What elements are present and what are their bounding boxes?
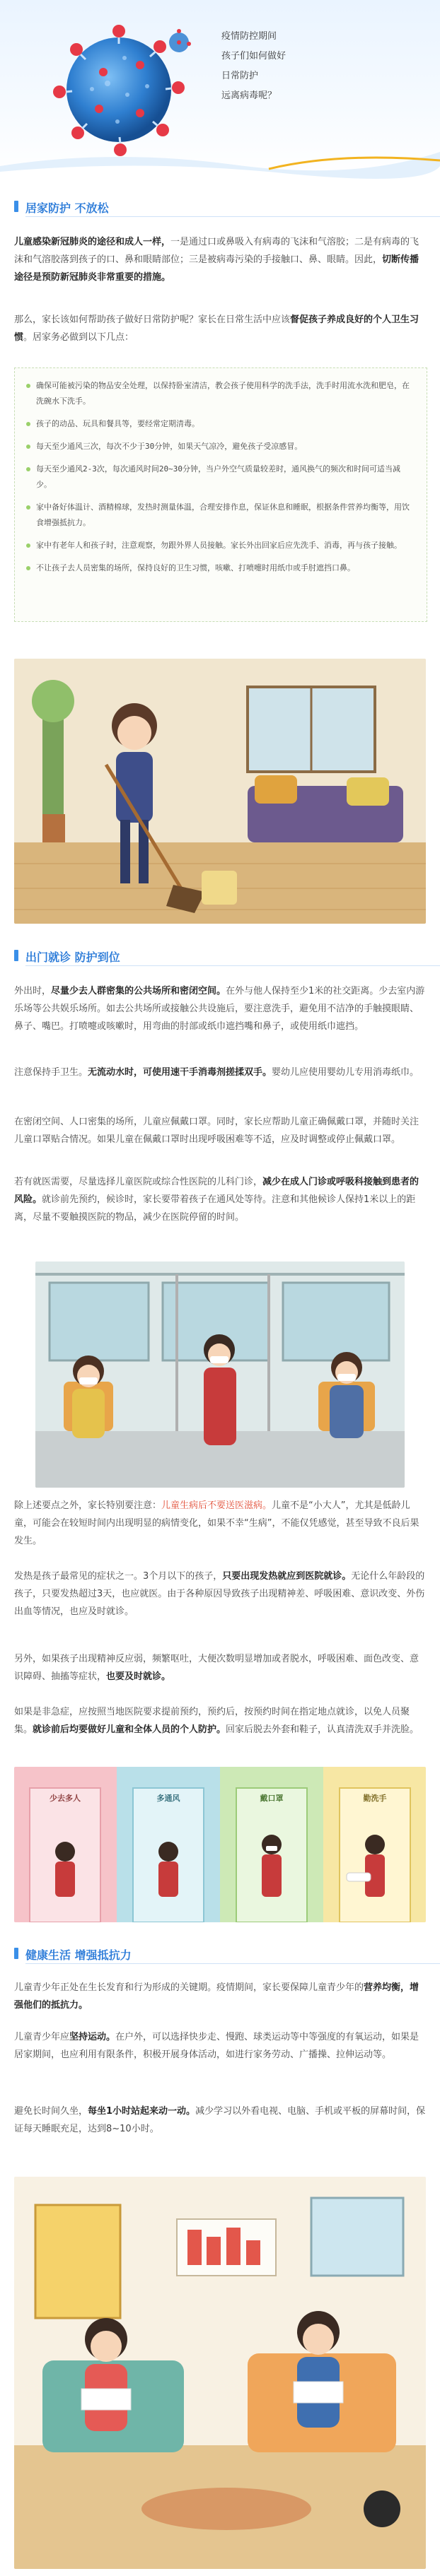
tip-item: 确保可能被污染的物品安全处理，以保持卧室清洁，教会孩子使用科学的洗手法，洗手时用流水洗和肥皂，在洗碗水下洗手。 (26, 378, 415, 409)
door-label: 多通风 (156, 1794, 180, 1803)
tips-box (14, 367, 427, 622)
illustration-four-tips (14, 1767, 426, 1922)
section-title: 健康生活 增强抵抗力 (25, 1948, 132, 1962)
illustration-girl-sweeping (14, 659, 426, 924)
paragraph: 另外，如果孩子出现精神反应弱，频繁呕吐，大便次数明显增加或者脱水，呼吸困难、面色改变、意识障碍、抽搐等症状，也要及时就诊。 (14, 1654, 419, 1682)
paragraph: 在密闭空间、人口密集的场所，儿童应佩戴口罩。同时，家长应帮助儿童正确佩戴口罩，并随时关注儿童口罩贴合情况。如果儿童在佩戴口罩时出现呼吸困难等不适，应及时调整或停止佩戴口罩。 (14, 1117, 419, 1145)
section-divider (25, 965, 440, 966)
paragraph: 注意保持手卫生。无流动水时，可使用速干手消毒剂搓揉双手。婴幼儿应使用婴幼儿专用消毒纸巾。 (14, 1067, 419, 1078)
girl-sweeping-image (14, 659, 426, 924)
hero-wave-decoration (0, 145, 440, 180)
section-marker (14, 201, 18, 212)
section-header-health (14, 1942, 432, 1963)
section-divider (25, 216, 440, 217)
kids-at-home-image (14, 2177, 426, 2569)
tip-item: 每天至少通风2-3次，每次通风时间20~30分钟，当户外空气质量较差时，通风换气的频次和时间可适当减少。 (26, 461, 415, 493)
four-tips-image (14, 1767, 426, 1922)
hero-text (221, 27, 286, 106)
section-title: 出门就诊 防护到位 (25, 951, 120, 964)
paragraph: 如果是非急症，应按照当地医院要求提前预约，预约后，按预约时间在指定地点就诊，以免人员聚集。就诊前后均要做好儿童和全体人员的个人防护。回家后脱去外套和鞋子，认真清洗双手并洗脸。 (14, 1707, 419, 1735)
hero-line: 孩子们如何做好 (221, 51, 286, 61)
tip-item: 家中有老年人和孩子时，注意观察，勿跟外界人员接触。家长外出回家后应先洗手、消毒，再与孩子接触。 (26, 538, 415, 553)
coronavirus-illustration (34, 16, 197, 164)
door-label: 少去多人 (50, 1794, 81, 1803)
paragraph: 外出时，尽量少去人群密集的公共场所和密闭空间。在外与他人保持至少1米的社交距离。少去室内游乐场等公共娱乐场所。如去公共场所或接触公共设施后，要注意洗手，避免用不洁净的手触摸眼睛、鼻子、嘴巴。打喷嚏或咳嗽时，用弯曲的肘部或纸巾遮挡嘴和鼻子，或使用纸巾遮挡。 (14, 986, 425, 1032)
section-divider (25, 1963, 440, 1964)
door-label: 勤洗手 (363, 1794, 387, 1803)
paragraph: 发热是孩子最常见的症状之一。3个月以下的孩子，只要出现发热就应到医院就诊。无论什么年龄段的孩子，只要发热超过3天，也应就医。由于各种原因导致孩子出现精神差、呼吸困难、意识改变、外伤出血等情况，也应及时就诊。 (14, 1571, 425, 1617)
section-marker (14, 950, 18, 961)
hero-line: 日常防护 (221, 71, 259, 81)
tip-item: 孩子的动品、玩具和餐具等，要经常定期清毒。 (26, 416, 415, 432)
paragraph: 儿童青少年应坚持运动。在户外，可以选择快步走、慢跑、球类运动等中等强度的有氧运动，如果是居家期间，也应利用有限条件，积极开展身体活动，如进行家务劳动、广播操、拉伸运动等。 (14, 2032, 419, 2060)
hero-line: 疫情防控期间 (221, 31, 277, 42)
section-marker (14, 1948, 18, 1959)
illustration-bus-masks (35, 1261, 405, 1488)
hero-banner (0, 0, 440, 177)
illustration-kids-home (14, 2177, 426, 2569)
paragraph: 若有就医需要，尽量选择儿童医院或综合性医院的儿科门诊，减少在成人门诊或呼吸科接触到患者的风险。就诊前先预约，候诊时，家长要带着孩子在通风处等待。注意和其他候诊人保持1米以上的距离，尽量不要触摸医院的物品，减少在医院停留的时间。 (14, 1177, 419, 1223)
bus-passengers-image (35, 1261, 405, 1488)
paragraph: 那么，家长该如何帮助孩子做好日常防护呢？家长在日常生活中应该督促孩子养成良好的个人卫生习惯。居家务必做到以下几点： (14, 314, 419, 343)
paragraph: 除上述要点之外，家长特别要注意：儿童生病后不要送医滋病。儿童不是“小大人”，尤其是低龄儿童，可能会在较短时间内出现明显的病情变化，如果不幸“生病”，不能仅凭感觉，甚至导致不良后果发生。 (14, 1500, 419, 1546)
section-header-home (14, 195, 432, 216)
paragraph: 儿童感染新冠肺炎的途径和成人一样，一是通过口或鼻吸入有病毒的飞沫和气溶胶；二是有病毒的飞沫和气溶胶落到孩子的口、鼻和眼睛部位；三是被病毒污染的手接触口、鼻、眼睛。因此，切断传播途径是预防新冠肺炎非常重要的措施。 (14, 237, 419, 283)
paragraph: 儿童青少年正处在生长发育和行为形成的关键期。疫情期间，家长要保障儿童青少年的营养均衡，增强他们的抵抗力。 (14, 1982, 419, 2011)
tip-item: 不让孩子去人员密集的场所，保持良好的卫生习惯，咳嗽、打喷嚏时用纸巾或手肘遮挡口鼻。 (26, 560, 415, 576)
hero-line: 远离病毒呢？ (221, 90, 277, 101)
section-title: 居家防护 不放松 (25, 201, 109, 215)
paragraph: 避免长时间久坐，每坐1小时站起来动一动。减少学习以外看电视、电脑、手机或平板的屏幕时间，保证每天睡眠充足，达到8~10小时。 (14, 2106, 426, 2134)
section-header-outing (14, 944, 432, 965)
tip-item: 家中备好体温计、酒精棉球，发热时测量体温，合理安排作息，保证休息和睡眠，根据条件营养均衡等，用饮食增强抵抗力。 (26, 500, 415, 531)
door-label: 戴口罩 (260, 1794, 284, 1803)
tips-list (15, 368, 427, 576)
tip-item: 每天至少通风三次，每次不少于30分钟，如果天气凉冷，避免孩子受凉感冒。 (26, 439, 415, 454)
